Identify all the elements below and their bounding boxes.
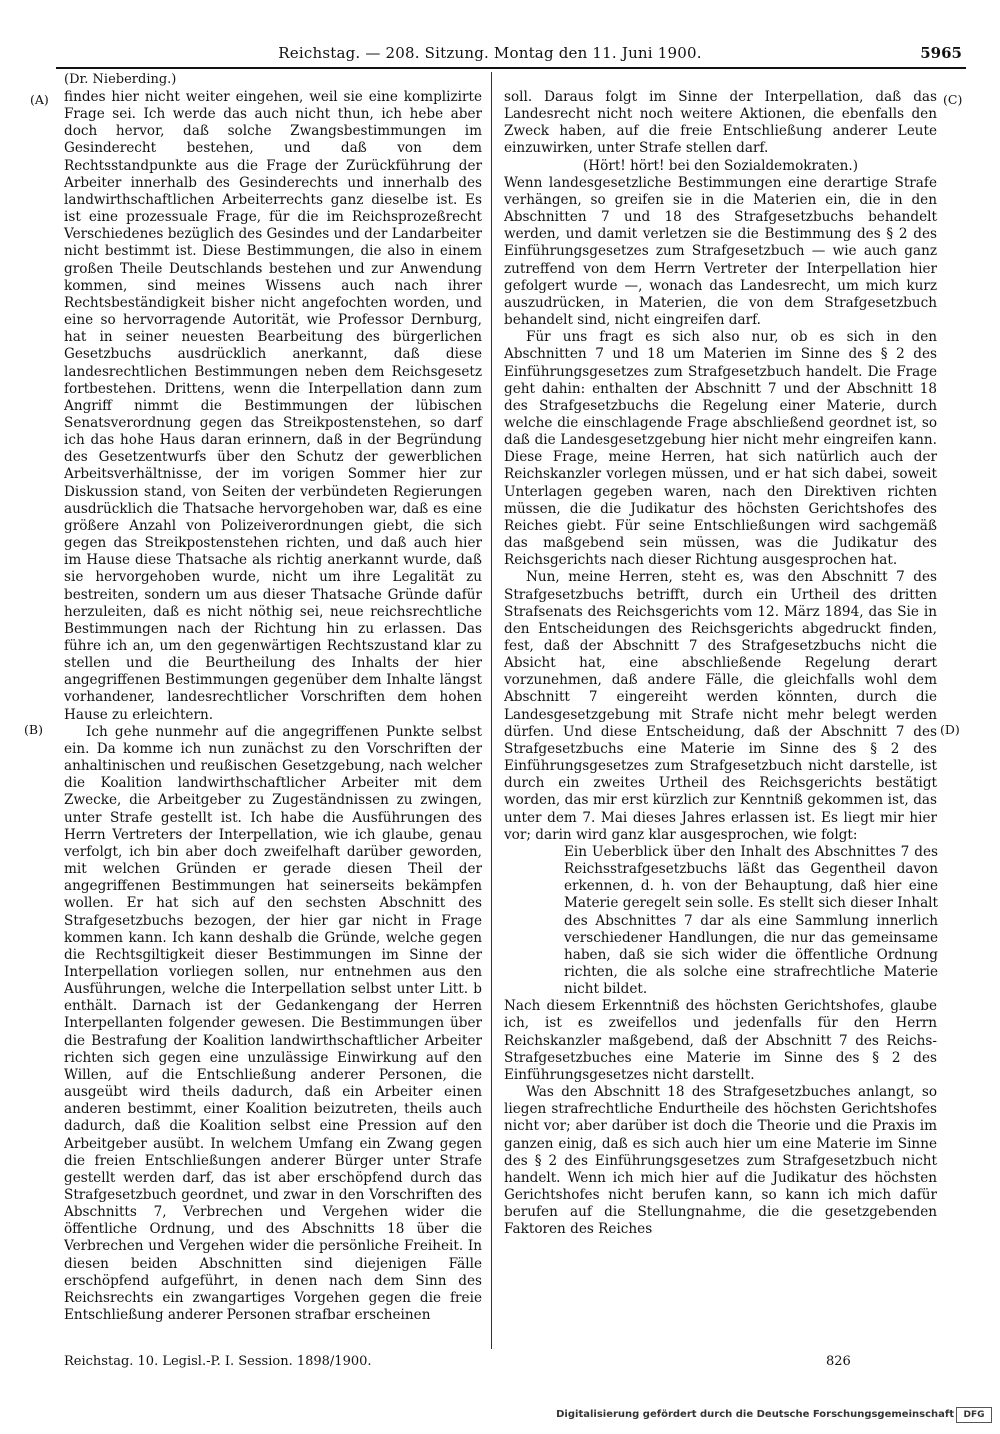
footer-number: 826: [826, 1354, 851, 1369]
paragraph: Nun, meine Herren, steht es, was den Abschnitt 7 des Strafgesetzbuchs betrifft, durch ein Urtheil des dritten Strafsenats des Reichsgerichts vom 12. März 1894, das Sie in den Entscheidungen des Reichsgerichts abgedruckt finden, fest, daß der Abschnitt 7 des Strafgesetzbuchs nicht die Absicht hat, eine abschließende Regelung derart vorzunehmen, daß andere Fälle, die gleichfalls wohl dem Abschnitt 7 eingereiht werden könnten, durch die Landesgesetzgebung mit Strafe nicht mehr belegt werden dürfen. Und diese Entscheidung, daß der Abschnitt 7 des Strafgesetzbuchs eine Materie im Sinne des § 2 des Einführungsgesetzes zum Strafgesetzbuch nicht darstelle, ist durch ein zweites Urtheil des Reichsgerichts bestätigt worden, das mir erst kürzlich zur Kenntniß gekommen ist, das unter dem 7. Mai dieses Jahres erlassen ist. Es liegt mir hier vor; darin wird ganz klar ausgesprochen, wie folgt:: [504, 569, 937, 843]
paragraph: Wenn landesgesetzliche Bestimmungen eine derartige Strafe verhängen, so greifen sie in die Materien ein, die in den Abschnitten 7 und 18 des Strafgesetzbuchs behandelt werden, und damit verletzen sie die Bestimmung des § 2 des Einführungsgesetzes zum Strafgesetzbuch — wie auch ganz zutreffend von dem Herrn Vertreter der Interpellation hier gefolgert wurde —, wonach das Landesrecht, um mich kurz auszudrücken, in Materien, die von dem Strafgesetzbuch behandelt sind, nicht eingreifen darf.: [504, 174, 937, 329]
interjection: (Hört! hört! bei den Sozialdemokraten.): [582, 157, 858, 174]
court-quotation: Ein Ueberblick über den Inhalt des Abschnittes 7 des Reichsstrafgesetzbuchs läßt das Gegentheil davon erkennen, d. h. von der Behauptung, daß hier eine Materie geregelt sein solle. Es stellt sich dieser Inhalt des Abschnittes 7 dar als eine Sammlung innerlich verschiedener Handlungen, die nur das gemeinsame haben, daß sie sich wider die öffentliche Ordnung richten, die als solche eine strafrechtliche Materie nicht bildet.: [564, 843, 938, 998]
running-header: Reichstag. — 208. Sitzung. Montag den 11. Juni 1900.: [278, 44, 702, 62]
header-rule: [56, 67, 966, 69]
left-column: [64, 89, 482, 1324]
right-column: [504, 89, 937, 1238]
dfg-logo: DFG: [956, 1407, 992, 1423]
column-divider: [491, 72, 492, 1349]
margin-marker-c: (C): [943, 92, 963, 107]
margin-marker-b: (B): [24, 722, 43, 737]
paragraph: Nach diesem Erkenntniß des höchsten Gerichtshofes, glaube ich, ist es zweifellos und jedenfalls für den Herrn Reichskanzler maßgebend, daß der Abschnitt 7 des Reichs-Strafgesetzbuches eine Materie im Sinne des § 2 des Einführungsgesetzes nicht darstellt.: [504, 998, 937, 1083]
footer-session-info: Reichstag. 10. Legisl.-P. I. Session. 1898/1900.: [64, 1354, 372, 1369]
paragraph: soll. Daraus folgt im Sinne der Interpellation, daß das Landesrecht nicht noch weitere Aktionen, die ebenfalls den Zweck haben, auf die freie Entschließung anderer Leute einzuwirken, unter Strafe stellen darf.: [504, 89, 937, 157]
margin-marker-d: (D): [940, 722, 960, 737]
paragraph: Für uns fragt es sich also nur, ob es sich in den Abschnitten 7 und 18 um Materien im Sinne des § 2 des Einführungsgesetzes zum Strafgesetzbuch handelt. Die Frage geht dahin: enthalten der Abschnitt 7 und der Abschnitt 18 des Strafgesetzbuchs die Regelung einer Materie, durch welche die einschlagende Frage abschließend geordnet ist, so daß die Landesgesetzgebung hier nicht mehr eingreifen kann. Diese Frage, meine Herren, hat sich natürlich auch der Reichskanzler vorlegen müssen, und er hat sich dabei, soweit Unterlagen gegeben waren, nach den Direktiven richten müssen, die die Judikatur des höchsten Gerichtshofes des Reiches giebt. Für seine Entschließungen wird sachgemäß das maßgebend sein müssen, was die Judikatur des Reichsgerichts nach dieser Richtung ausgesprochen hat.: [504, 329, 937, 569]
paragraph: Ich gehe nunmehr auf die angegriffenen Punkte selbst ein. Da komme ich nun zunächst zu den Vorschriften der anhaltinischen und reußischen Gesetzgebung, nach welcher die Koalition landwirthschaftlicher Arbeiter mit dem Zwecke, die Arbeitgeber zu Zugeständnissen zu zwingen, unter Strafe gestellt ist. Ich habe die Ausführungen des Herrn Vertreters der Interpellation, wie ich glaube, genau verfolgt, ich bin aber doch zweifelhaft darüber geworden, mit welchen Gründen er gerade diesen Theil der angegriffenen Bestimmungen hat seinerseits bekämpfen wollen. Er hat sich auf den sechsten Abschnitt des Strafgesetzbuchs bezogen, der hier gar nicht in Frage kommen kann. Ich kann deshalb die Gründe, welche gegen die Rechtsgiltigkeit dieser Bestimmungen im Sinne der Interpellation vorliegen sollen, nur entnehmen aus den Ausführungen, welche die Interpellation selbst unter Litt. b enthält. Darnach ist der Gedankengang der Herren Interpellanten folgender gewesen. Die Bestimmungen über die Bestrafung der Koalition landwirthschaftlicher Arbeiter richten sich gegen eine unzulässige Einwirkung auf den Willen, auf die Entschließung anderer Personen, die ausgeübt wird theils dadurch, daß ein Arbeiter einen anderen bestimmt, einer Koalition beizutreten, theils auch dadurch, daß die Koalition selbst eine Pression auf den Arbeitgeber ausübt. In welchem Umfang ein Zwang gegen die freien Entschließungen anderer Bürger unter Strafe gestellt werden darf, das ist aber erschöpfend durch das Strafgesetzbuch geordnet, und zwar in den Vorschriften des Abschnitts 7, Verbrechen und Vergehen wider die öffentliche Ordnung, und des Abschnitts 18 über die Verbrechen und Vergehen wider die persönliche Freiheit. In diesen beiden Abschnitten sind diejenigen Fälle erschöpfend aufgeführt, in denen nach dem Sinn des Reichsrechts ein zwangartiges Vorgehen gegen die freie Entschließung anderer Personen strafbar erscheinen: [64, 723, 482, 1324]
paragraph: findes hier nicht weiter eingehen, weil sie eine komplizirte Frage sei. Ich werde das auch nicht thun, ich hebe aber doch hervor, daß solche Zwangsbestimmungen im Gesinderecht bestehen, und daß von dem Rechtsstandpunkte aus die Frage der Zurückführung der Arbeiter innerhalb des Gesinderechts und innerhalb des landwirthschaftlichen Arbeiterrechts ganz dieselbe ist. Es ist eine prozessuale Frage, für die im Reichsprozeßrecht Verschiedenes bezüglich des Gesindes und der Landarbeiter nicht bestimmt ist. Diese Bestimmungen, die also in einem großen Theile Deutschlands bestehen und zur Anwendung kommen, sind meines Wissens auch nach ihrer Rechtsbeständigkeit bisher nicht angefochten worden, und eine so hervorragende Autorität, wie Professor Dernburg, hat in seiner neuesten Bearbeitung des bürgerlichen Gesetzbuchs ausdrücklich anerkannt, daß diese landesrechtlichen Bestimmungen neben dem Reichsgesetz fortbestehen. Drittens, wenn die Interpellation dann zum Angriff nimmt die Bestimmungen der lübischen Senatsverordnung gegen das Streikpostenstehen, so darf ich das hohe Haus daran erinnern, daß in der Begründung des Gesetzentwurfs über den Schutz der gewerblichen Arbeitsverhältnisse, der im vorigen Sommer hier zur Diskussion stand, von Seiten der verbündeten Regierungen ausdrücklich die Thatsache hervorgehoben war, daß es eine größere Anzahl von Polizeiverordnungen giebt, die sich gegen das Streikpostenstehen richten, und daß auch hier im Hause diese Thatsache als richtig anerkannt wurde, daß sie hervorgehoben wurde, nicht um ihre Legalität zu bestreiten, sondern um aus dieser Thatsache Gründe dafür herzuleiten, daß es nicht nöthig sei, neue reichsrechtliche Bestimmungen nach der Richtung hin zu erlassen. Das führe ich an, um den gegenwärtigen Rechtszustand klar zu stellen und die Beurtheilung des Inhalts der hier angegriffenen Bestimmungen gegenüber dem Inhalte längst vorhandener, landesrechtlicher Vorschriften dem hohen Hause zu erleichtern.: [64, 89, 482, 723]
digitization-credit: Digitalisierung gefördert durch die Deutsche Forschungsgemeinschaft: [556, 1409, 954, 1420]
margin-marker-a: (A): [30, 92, 49, 107]
page-number: 5965: [920, 44, 962, 62]
speaker-label: (Dr. Nieberding.): [64, 72, 177, 87]
paragraph: Was den Abschnitt 18 des Strafgesetzbuches anlangt, so liegen strafrechtliche Endurtheile des höchsten Gerichtshofes nicht vor; aber darüber ist doch die Theorie und die Praxis im ganzen einig, daß es sich auch hier um eine Materie im Sinne des § 2 des Einführungsgesetzes zum Strafgesetzbuch nicht handelt. Wenn ich mich hier auf die Judikatur des höchsten Gerichtshofes nicht berufen kann, so kann ich mich dafür berufen auf die Stellungnahme, die die gesetzgebenden Faktoren des Reiches: [504, 1084, 937, 1238]
